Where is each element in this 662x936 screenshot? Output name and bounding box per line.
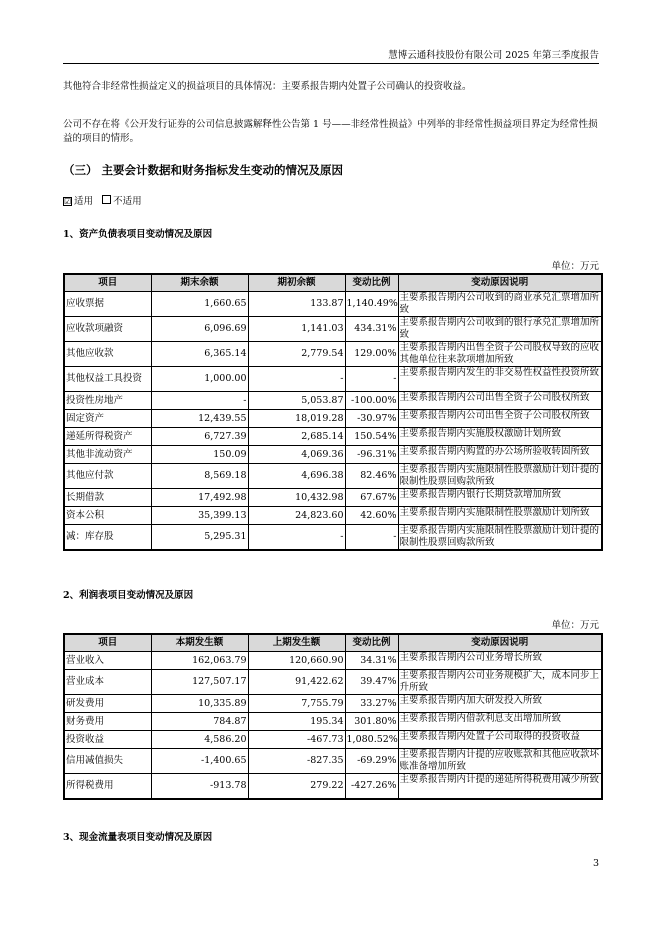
row-end: 6,096.69 xyxy=(151,317,248,342)
applicability-checks xyxy=(63,193,142,207)
table-row xyxy=(64,749,602,774)
row-current: 4,586.20 xyxy=(151,731,248,749)
row-item: 长期借款 xyxy=(64,489,151,507)
row-ratio: -100.00% xyxy=(345,392,398,410)
col-header-end-balance: 期末余额 xyxy=(151,274,248,292)
row-ratio: 67.67% xyxy=(345,489,398,507)
row-ratio: 129.00% xyxy=(345,342,398,367)
col-header-reason: 变动原因说明 xyxy=(398,274,602,292)
row-end: 6,365.14 xyxy=(151,342,248,367)
row-begin: 4,696.38 xyxy=(248,464,345,489)
table-row xyxy=(64,774,602,799)
row-ratio: 434.31% xyxy=(345,317,398,342)
row-ratio: 1,080.52% xyxy=(345,731,398,749)
table-row xyxy=(64,446,602,464)
col-header-change-ratio: 变动比例 xyxy=(345,634,398,652)
col-header-current: 本期发生额 xyxy=(151,634,248,652)
row-item: 研发费用 xyxy=(64,695,151,713)
col-header-item: 项目 xyxy=(64,634,151,652)
row-item: 信用减值损失 xyxy=(64,749,151,774)
row-previous: 7,755.79 xyxy=(248,695,345,713)
row-reason: 主要系报告期内公司出售全资子公司股权所致 xyxy=(398,410,602,428)
col-header-change-ratio: 变动比例 xyxy=(345,274,398,292)
row-item: 递延所得税资产 xyxy=(64,428,151,446)
row-reason: 主要系报告期内购置的办公场所验收转固所致 xyxy=(398,446,602,464)
balance-sheet-title: 1、资产负债表项目变动情况及原因 xyxy=(63,229,213,240)
row-item: 其他应收款 xyxy=(64,342,151,367)
table-row xyxy=(64,525,602,551)
table-row xyxy=(64,428,602,446)
row-current: 784.87 xyxy=(151,713,248,731)
row-previous: 279.22 xyxy=(248,774,345,799)
row-end: 1,660.65 xyxy=(151,292,248,317)
row-item: 所得税费用 xyxy=(64,774,151,799)
row-current: 162,063.79 xyxy=(151,652,248,670)
row-end: 8,569.18 xyxy=(151,464,248,489)
row-end: 17,492.98 xyxy=(151,489,248,507)
table-row xyxy=(64,670,602,695)
balance-sheet-table xyxy=(63,273,603,551)
balance-header-row xyxy=(64,274,602,292)
row-reason: 主要系报告期内处置子公司取得的投资收益 xyxy=(398,731,602,749)
row-item: 应收票据 xyxy=(64,292,151,317)
row-ratio: 82.46% xyxy=(345,464,398,489)
table-row xyxy=(64,507,602,525)
row-reason: 主要系报告期内实施限制性股票激励计划计提的限制性股票回购款所致 xyxy=(398,525,602,551)
row-reason: 主要系报告期内实施限制性股票激励计划所致 xyxy=(398,507,602,525)
row-begin: 5,053.87 xyxy=(248,392,345,410)
table-row xyxy=(64,731,602,749)
row-item: 固定资产 xyxy=(64,410,151,428)
row-item: 应收款项融资 xyxy=(64,317,151,342)
table-row xyxy=(64,392,602,410)
row-begin: - xyxy=(248,367,345,392)
row-begin: 1,141.03 xyxy=(248,317,345,342)
row-reason: 主要系报告期内加大研发投入所致 xyxy=(398,695,602,713)
row-end: 1,000.00 xyxy=(151,367,248,392)
page-number: 3 xyxy=(592,858,599,869)
row-reason: 主要系报告期内计提的应收账款和其他应收款坏账准备增加所致 xyxy=(398,749,602,774)
row-begin: 2,779.54 xyxy=(248,342,345,367)
income-statement-title: 2、利润表项目变动情况及原因 xyxy=(63,590,194,601)
row-begin: 18,019.28 xyxy=(248,410,345,428)
table-row xyxy=(64,410,602,428)
row-ratio: 34.31% xyxy=(345,652,398,670)
row-ratio: 42.60% xyxy=(345,507,398,525)
row-begin: 24,823.60 xyxy=(248,507,345,525)
table-row xyxy=(64,292,602,317)
table-row xyxy=(64,713,602,731)
row-item: 其他非流动资产 xyxy=(64,446,151,464)
not-applicable-label: 不适用 xyxy=(113,196,142,207)
row-ratio: 39.47% xyxy=(345,670,398,695)
col-header-reason: 变动原因说明 xyxy=(398,634,602,652)
row-end: 5,295.31 xyxy=(151,525,248,551)
row-previous: -827.35 xyxy=(248,749,345,774)
row-ratio: - xyxy=(345,367,398,392)
row-reason: 主要系报告期内出售全资子公司股权导致的应收其他单位往来款项增加所致 xyxy=(398,342,602,367)
row-ratio: 33.27% xyxy=(345,695,398,713)
row-reason: 主要系报告期内公司出售全资子公司股权所致 xyxy=(398,392,602,410)
row-item: 其他权益工具投资 xyxy=(64,367,151,392)
row-previous: 120,660.90 xyxy=(248,652,345,670)
table-row xyxy=(64,342,602,367)
table-row xyxy=(64,652,602,670)
row-begin: 133.87 xyxy=(248,292,345,317)
income-unit: 单位：万元 xyxy=(551,620,599,631)
row-previous: 91,422.62 xyxy=(248,670,345,695)
col-header-item: 项目 xyxy=(64,274,151,292)
row-ratio: 150.54% xyxy=(345,428,398,446)
row-item: 投资收益 xyxy=(64,731,151,749)
col-header-begin-balance: 期初余额 xyxy=(248,274,345,292)
row-end: 12,439.55 xyxy=(151,410,248,428)
col-header-previous: 上期发生额 xyxy=(248,634,345,652)
row-item: 资本公积 xyxy=(64,507,151,525)
row-reason: 主要系报告期内发生的非交易性权益性投资所致 xyxy=(398,367,602,392)
report-header-title: 慧博云通科技股份有限公司 2025 年第三季度报告 xyxy=(388,50,599,61)
row-reason: 主要系报告期内银行长期贷款增加所致 xyxy=(398,489,602,507)
section-title: （三） 主要会计数据和财务指标发生变动的情况及原因 xyxy=(63,163,344,177)
row-previous: 195.34 xyxy=(248,713,345,731)
row-item: 投资性房地产 xyxy=(64,392,151,410)
row-item: 营业成本 xyxy=(64,670,151,695)
row-item: 财务费用 xyxy=(64,713,151,731)
header-divider xyxy=(63,63,599,64)
row-begin: 4,069.36 xyxy=(248,446,345,464)
row-ratio: -427.26% xyxy=(345,774,398,799)
row-ratio: - xyxy=(345,525,398,551)
row-reason: 主要系报告期内计提的递延所得税费用减少所致 xyxy=(398,774,602,799)
applicable-checkbox: ☑ xyxy=(64,197,72,206)
row-ratio: 1,140.49% xyxy=(345,292,398,317)
row-reason: 主要系报告期内公司收到的商业承兑汇票增加所致 xyxy=(398,292,602,317)
row-previous: -467.73 xyxy=(248,731,345,749)
row-begin: 10,432.98 xyxy=(248,489,345,507)
row-reason: 主要系报告期内实施限制性股票激励计划计提的限制性股票回购款所致 xyxy=(398,464,602,489)
row-reason: 主要系报告期内借款利息支出增加所致 xyxy=(398,713,602,731)
cashflow-title: 3、现金流量表项目变动情况及原因 xyxy=(63,832,213,843)
row-end: - xyxy=(151,392,248,410)
row-begin: 2,685.14 xyxy=(248,428,345,446)
not-exist-paragraph: 公司不存在将《公开发行证券的公司信息披露解释性公告第 1 号——非经常性损益》中列举的非经常性损益项目界定为经常性损益的项目的情形。 xyxy=(63,119,598,144)
row-item: 减：库存股 xyxy=(64,525,151,551)
table-row xyxy=(64,317,602,342)
row-reason: 主要系报告期内公司收到的银行承兑汇票增加所致 xyxy=(398,317,602,342)
row-ratio: -69.29% xyxy=(345,749,398,774)
table-row xyxy=(64,695,602,713)
row-end: 6,727.39 xyxy=(151,428,248,446)
row-ratio: -30.97% xyxy=(345,410,398,428)
row-end: 35,399.13 xyxy=(151,507,248,525)
row-current: 127,507.17 xyxy=(151,670,248,695)
other-items-paragraph: 其他符合非经常性损益定义的损益项目的具体情况：主要系报告期内处置子公司确认的投资收益。 xyxy=(63,81,472,92)
row-begin: - xyxy=(248,525,345,551)
row-ratio: 301.80% xyxy=(345,713,398,731)
row-reason: 主要系报告期内实施股权激励计划所致 xyxy=(398,428,602,446)
row-end: 150.09 xyxy=(151,446,248,464)
row-current: -913.78 xyxy=(151,774,248,799)
balance-unit: 单位：万元 xyxy=(551,261,599,272)
row-item: 其他应付款 xyxy=(64,464,151,489)
row-current: -1,400.65 xyxy=(151,749,248,774)
row-reason: 主要系报告期内公司业务规模扩大，成本同步上升所致 xyxy=(398,670,602,695)
not-applicable-checkbox xyxy=(102,195,111,204)
table-row xyxy=(64,489,602,507)
table-row xyxy=(64,464,602,489)
row-reason: 主要系报告期内公司业务增长所致 xyxy=(398,652,602,670)
income-statement-table xyxy=(63,633,603,800)
row-ratio: -96.31% xyxy=(345,446,398,464)
row-current: 10,335.89 xyxy=(151,695,248,713)
income-header-row xyxy=(64,634,602,652)
applicable-label: 适用 xyxy=(74,196,94,207)
row-item: 营业收入 xyxy=(64,652,151,670)
table-row xyxy=(64,367,602,392)
